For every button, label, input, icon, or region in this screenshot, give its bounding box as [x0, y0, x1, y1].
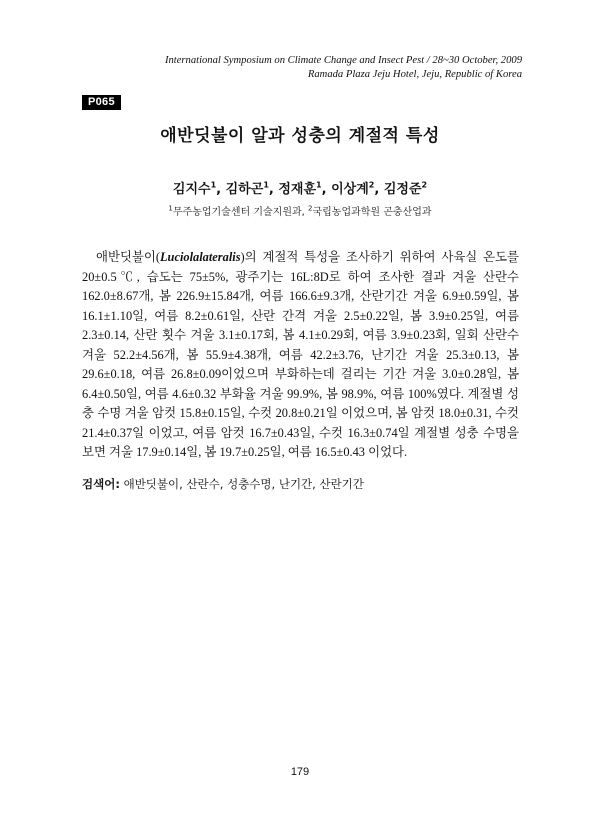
paper-title: 애반딧불이 알과 성충의 계절적 특성: [160, 126, 440, 146]
abstract-paragraph: [82, 248, 519, 463]
keywords-values: 애반딧불이, 산란수, 성충수명, 난기간, 산란기간: [123, 477, 364, 491]
author-affiliation-mark: 1: [263, 180, 269, 190]
author-name: 김하곤: [225, 182, 264, 197]
affiliation-name: 무주농업기술센터 기술지원과: [172, 207, 302, 218]
author-affiliation-mark: 2: [368, 180, 375, 190]
author-separator: ,: [321, 182, 332, 197]
keywords-label: 검색어:: [82, 477, 120, 491]
author-name: 김정준: [383, 182, 422, 197]
author-name: 이상계: [331, 182, 369, 197]
abstract-lead: 애반딧불이(: [96, 250, 160, 264]
poster-id-badge: P065: [82, 95, 121, 110]
conference-header-line1: International Symposium on Climate Change and Insect Pest / 28~30 October, 2009: [164, 55, 522, 66]
affiliation-name: 국립농업과학원 곤충산업과: [312, 207, 432, 218]
author-separator: ,: [374, 182, 384, 197]
author-affiliation-mark: 1: [210, 180, 217, 190]
affiliation-number: 1: [168, 204, 173, 213]
conference-header: [165, 54, 522, 82]
affiliation-list: [0, 203, 600, 218]
abstract-body: )의 계절적 특성을 조사하기 위하여 사육실 온도를 20±0.5℃, 습도는 75±5%, 광주기는 16L:8D로 하여 조사한 결과 겨울 산란수 162.0±8.67개, 봄 226.9±15.84개, 여름 166.6±9.3개, 산란기간 겨울 6.9±0.59일, 봄 16.1±1.10일, 여름 8.2±0.61일, 산란 간격 겨울 2.5±0.22일, 봄 3.9±0.25일, 여름 2.3±0.14, 산란 횟수 겨울 3.1±0.17회, 봄 4.1±0.29회, 여름 3.9±0.23회, 일회 산란수 겨울 52.2±4.56개, 봄 55.9±4.38개, 여름 42.2±3.76, 난기간 겨울 25.3±0.13, 봄 29.6±0.18, 여름 26.8±0.09이었으며 부화하는데 걸리는 기간 겨울 3.0±0.28일, 봄 6.4±0.50일, 여름 4.6±0.32 부화율 겨울 99.9%, 봄 98.9%, 여름 100%였다. 계절별 성충 수명 겨울 암컷 15.8±0.15일, 수컷 20.8±0.21일 이었으며, 봄 암컷 18.0±0.31, 수컷 21.4±0.37일 이었고, 여름 암컷 16.7±0.43일, 수컷 16.3±0.74일 계절별 성충 수명을 보면 겨울 17.9±0.14일, 봄 19.7±0.25일, 여름 16.5±0.43 이었다.: [82, 250, 519, 459]
author-separator: ,: [216, 182, 226, 197]
author-affiliation-mark: 2: [421, 180, 428, 190]
author-name: 김지수: [172, 182, 211, 197]
conference-header-line2: Ramada Plaza Jeju Hotel, Jeju, Republic of Korea: [307, 69, 522, 80]
keywords-line: [82, 476, 519, 492]
author-separator: ,: [268, 182, 279, 197]
author-affiliation-mark: 1: [316, 180, 322, 190]
affiliation-number: 2: [308, 204, 313, 213]
species-name: Luciolalateralis: [159, 250, 241, 264]
affiliation-separator: ,: [301, 207, 308, 218]
author-list: [0, 178, 600, 197]
author-name: 정재훈: [278, 182, 317, 197]
page-number: 179: [290, 766, 310, 778]
